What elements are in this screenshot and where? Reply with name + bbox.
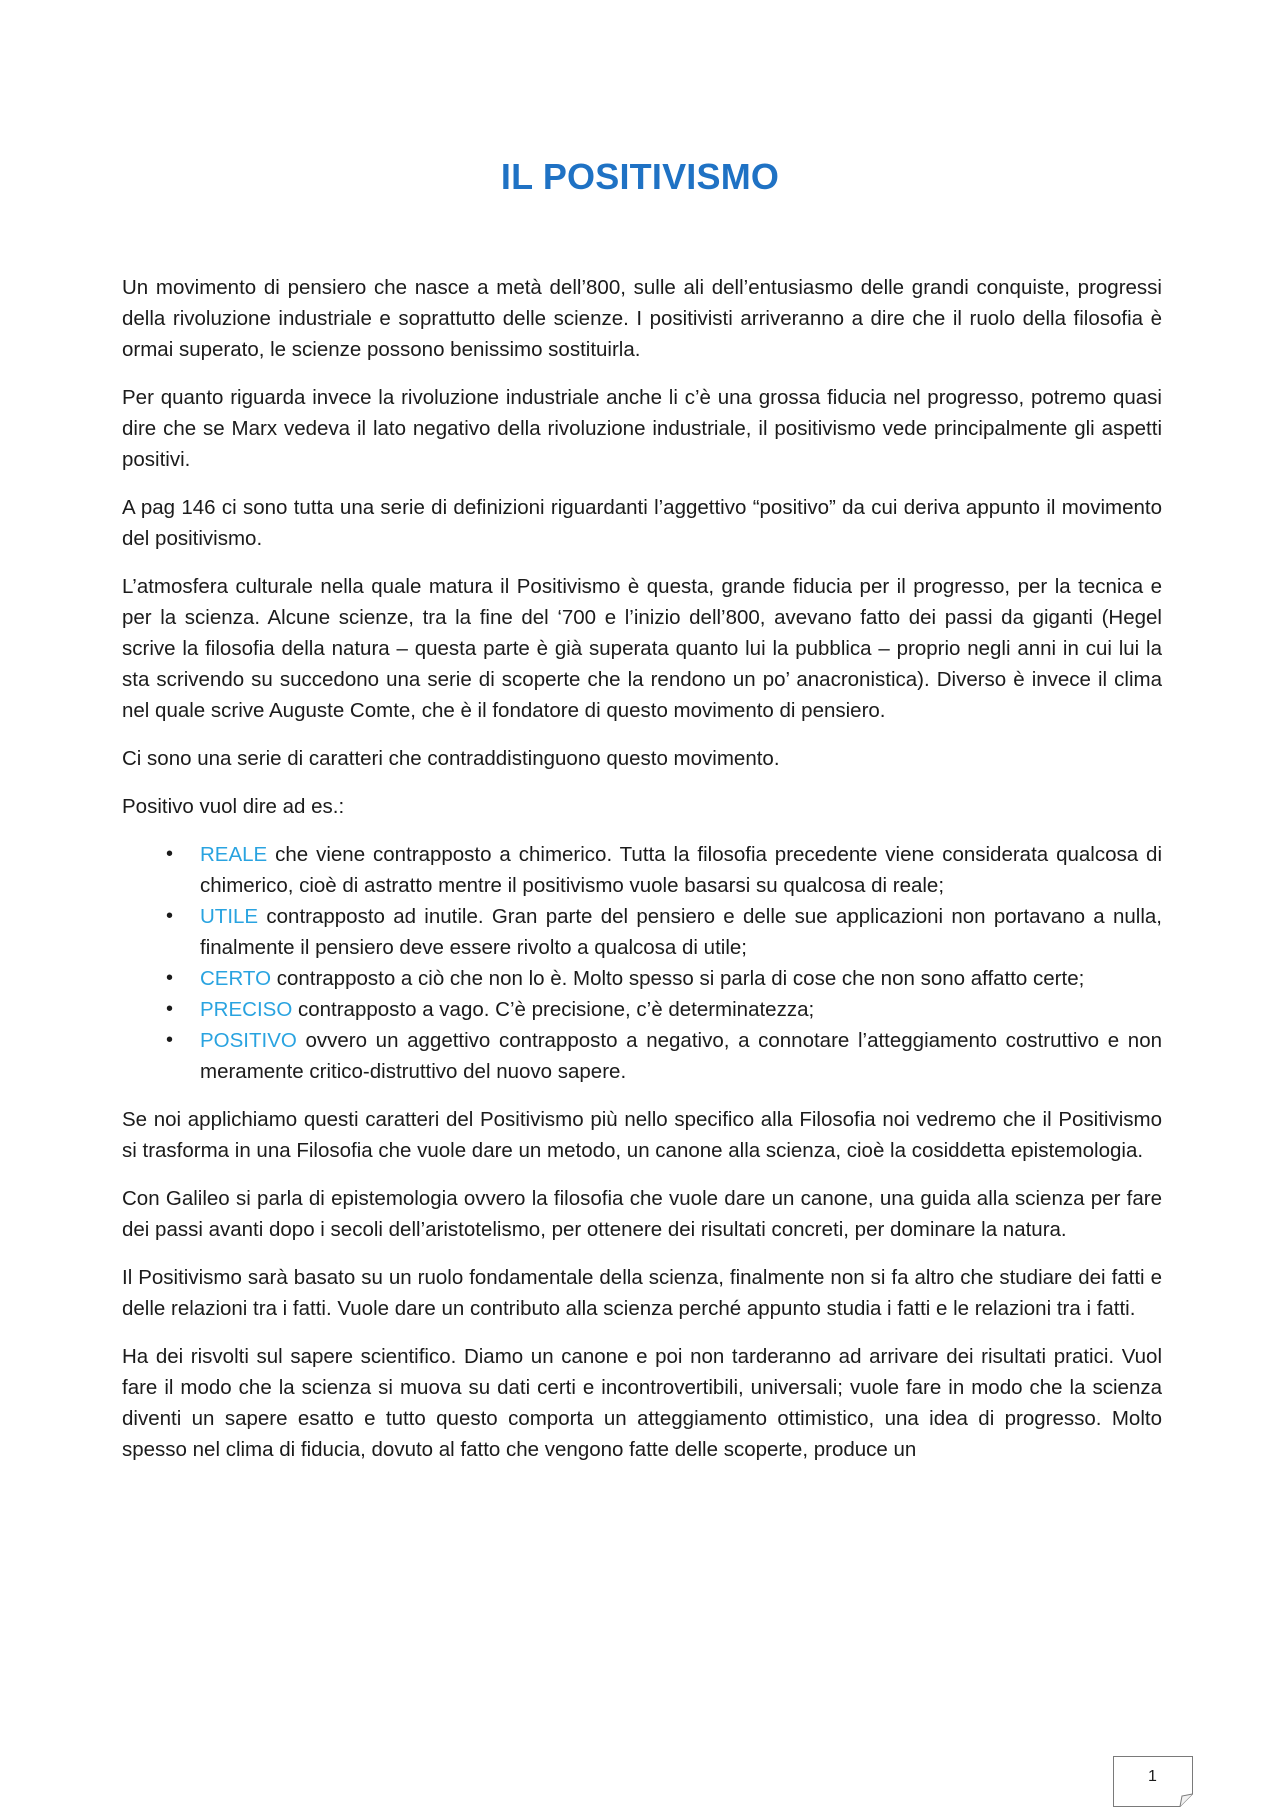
list-item-term: PRECISO [200, 998, 293, 1021]
list-item-term: CERTO [200, 967, 272, 990]
bullet-icon: • [166, 998, 174, 1020]
list-item-text: contrapposto a vago. C’è precisione, c’è determinatezza; [292, 998, 815, 1021]
list-item [122, 839, 1162, 901]
page-title: IL POSITIVISMO [500, 156, 780, 197]
body-paragraph: Positivo vuol dire ad es.: [122, 795, 345, 818]
page-number: 1 [1148, 1768, 1157, 1785]
list-item-text: contrapposto ad inutile. Gran parte del pensiero e delle sue applicazioni non portavano a nulla, finalmente il pensiero deve essere rivolto a qualcosa di utile; [200, 905, 1162, 959]
list-item-term: REALE [200, 843, 268, 866]
body-paragraph: L’atmosfera culturale nella quale matura il Positivismo è questa, grande fiducia per il progresso, per la tecnica e per la scienza. Alcune scienze, tra la fine del ‘700 e l’inizio dell’800, avevano fatto dei passi da giganti (Hegel scrive la filosofia della natura – questa parte è già superata quanto lui la pubblica – proprio negli anni in cui lui la sta scrivendo su succedono una serie di scoperte che la rendono un po’ anacronistica). Diverso è invece il clima nel quale scrive Auguste Comte, che è il fondatore di questo movimento di pensiero. [122, 575, 1162, 722]
list-item-term: UTILE [200, 905, 259, 928]
list-item [122, 963, 1162, 994]
list-item [122, 994, 1162, 1025]
paragraphs-after-list [122, 1104, 1162, 1465]
body-paragraph: Con Galileo si parla di epistemologia ovvero la filosofia che vuole dare un canone, una guida alla scienza per fare dei passi avanti dopo i secoli dell’aristotelismo, per ottenere dei risultati concreti, per dominare la natura. [122, 1187, 1162, 1241]
list-item-text: che viene contrapposto a chimerico. Tutta la filosofia precedente viene considerata qualcosa di chimerico, cioè di astratto mentre il positivismo vuole basarsi su qualcosa di reale; [200, 843, 1162, 897]
body-paragraph: Il Positivismo sarà basato su un ruolo fondamentale della scienza, finalmente non si fa altro che studiare dei fatti e delle relazioni tra i fatti. Vuole dare un contributo alla scienza perché appunto studia i fatti e le relazioni tra i fatti. [122, 1266, 1162, 1320]
body-paragraph: Un movimento di pensiero che nasce a metà dell’800, sulle ali dell’entusiasmo delle grandi conquiste, progressi della rivoluzione industriale e soprattutto delle scienze. I positivisti arriveranno a dire che il ruolo della filosofia è ormai superato, le scienze possono benissimo sostituirla. [122, 276, 1162, 361]
body-paragraph: Ci sono una serie di caratteri che contraddistinguono questo movimento. [122, 747, 780, 770]
list-item [122, 901, 1162, 963]
body-paragraph: Se noi applichiamo questi caratteri del Positivismo più nello specifico alla Filosofia noi vedremo che il Positivismo si trasforma in una Filosofia che vuole dare un metodo, un canone alla scienza, cioè la cosiddetta epistemologia. [122, 1108, 1162, 1162]
body-paragraph: Per quanto riguarda invece la rivoluzione industriale anche li c’è una grossa fiducia nel progresso, potremo quasi dire che se Marx vedeva il lato negativo della rivoluzione industriale, il positivismo vede principalmente gli aspetti positivi. [122, 386, 1162, 471]
list-item-term: POSITIVO [200, 1029, 297, 1052]
list-item [122, 1025, 1162, 1087]
paragraphs-before-list [122, 272, 1162, 822]
bullet-icon: • [166, 905, 174, 927]
bullet-icon: • [166, 843, 174, 865]
body-paragraph: Ha dei risvolti sul sapere scientifico. Diamo un canone e poi non tarderanno ad arrivare dei risultati pratici. Vuol fare il modo che la scienza si muova su dati certi e incontrovertibili, universali; vuole fare in modo che la scienza diventi un sapere esatto e tutto questo comporta un atteggiamento ottimistico, una idea di progresso. Molto spesso nel clima di fiducia, dovuto al fatto che vengono fatte delle scoperte, produce un [122, 1345, 1162, 1461]
definition-list [122, 839, 1162, 1087]
bullet-icon: • [166, 967, 174, 989]
document-body [122, 272, 1162, 1482]
bullet-icon: • [166, 1029, 174, 1051]
body-paragraph: A pag 146 ci sono tutta una serie di definizioni riguardanti l’aggettivo “positivo” da cui deriva appunto il movimento del positivismo. [122, 496, 1162, 550]
list-item-text: ovvero un aggettivo contrapposto a negativo, a connotare l’atteggiamento costruttivo e non meramente critico-distruttivo del nuovo sapere. [200, 1029, 1162, 1083]
list-item-text: contrapposto a ciò che non lo è. Molto spesso si parla di cose che non sono affatto certe; [271, 967, 1085, 990]
